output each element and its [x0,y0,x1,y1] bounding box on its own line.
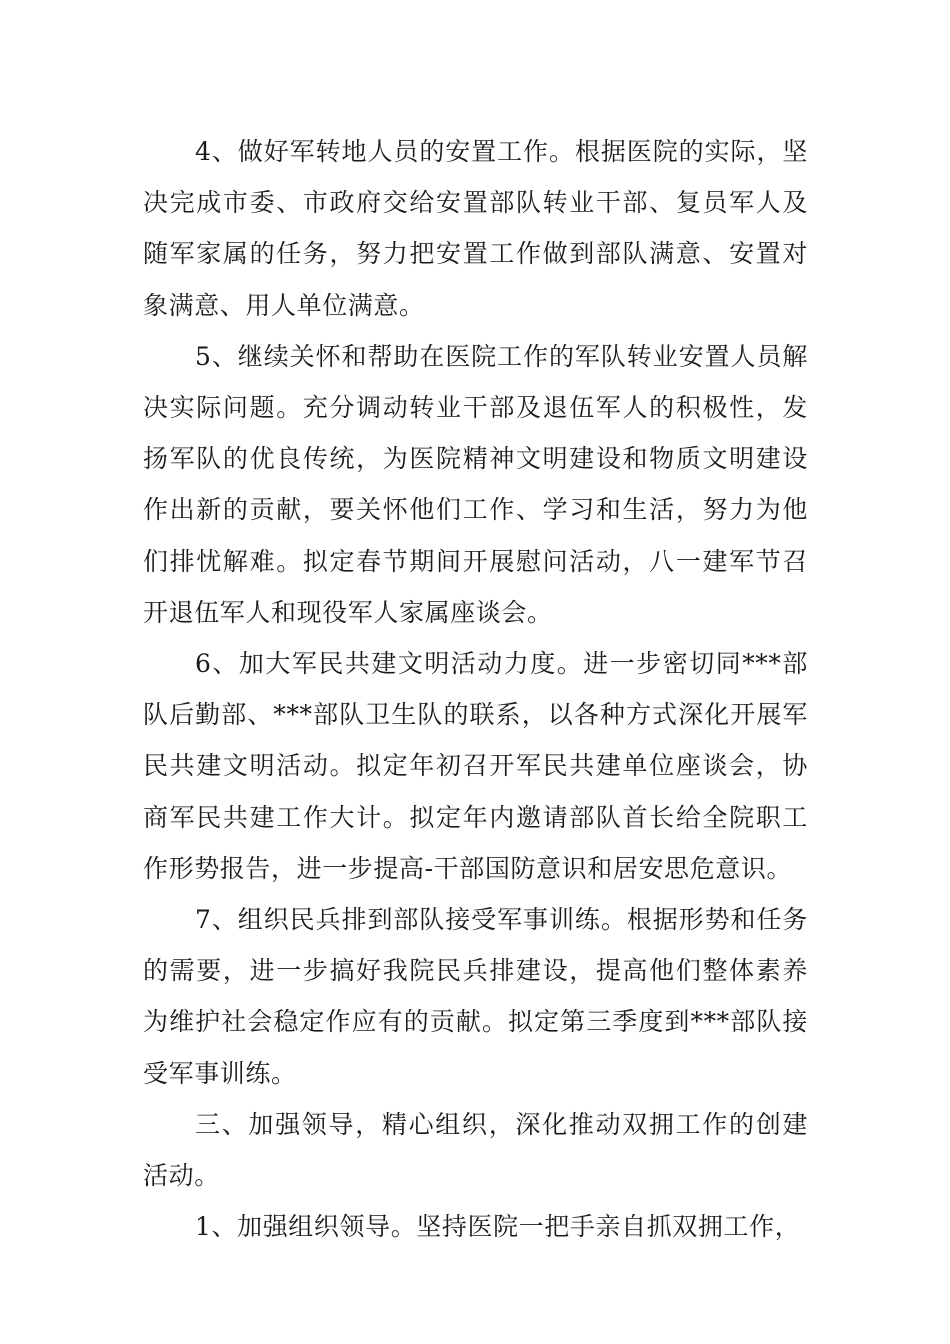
paragraph-militia-training: 7、组织民兵排到部队接受军事训练。根据形势和任务的需要，进一步搞好我院民兵排建设，提高他们整体素养为维护社会稳定作应有的贡献。拟定第三季度到***部队接受军事训练。 [143,905,808,1088]
section-heading-leadership: 三、加强领导，精心组织，深化推动双拥工作的创建活动。 [143,1109,808,1191]
paragraph-organizational-leadership: 1、加强组织领导。坚持医院一把手亲自抓双拥工作， [195,1212,801,1242]
paragraph-resettlement: 4、做好军转地人员的安置工作。根据医院的实际，坚决完成市委、市政府交给安置部队转业干部、复员军人及随军家属的任务，努力把安置工作做到部队满意、安置对象满意、用人单位满意。 [143,137,808,320]
document-body [143,126,808,1252]
paragraph-military-civilian-cobuilding: 6、加大军民共建文明活动力度。进一步密切同***部队后勤部、***部队卫生队的联系，以各种方式深化开展军民共建文明活动。拟定年初召开军民共建单位座谈会，协商军民共建工作大计。拟定年内邀请部队首长给全院职工作形势报告，进一步提高-干部国防意识和居安思危意识。 [143,649,808,883]
paragraph-care-for-veterans: 5、继续关怀和帮助在医院工作的军队转业安置人员解决实际问题。充分调动转业干部及退伍军人的积极性，发扬军队的优良传统，为医院精神文明建设和物质文明建设作出新的贡献，要关怀他们工作、学习和生活，努力为他们排忧解难。拟定春节期间开展慰问活动，八一建军节召开退伍军人和现役军人家属座谈会。 [143,341,808,627]
